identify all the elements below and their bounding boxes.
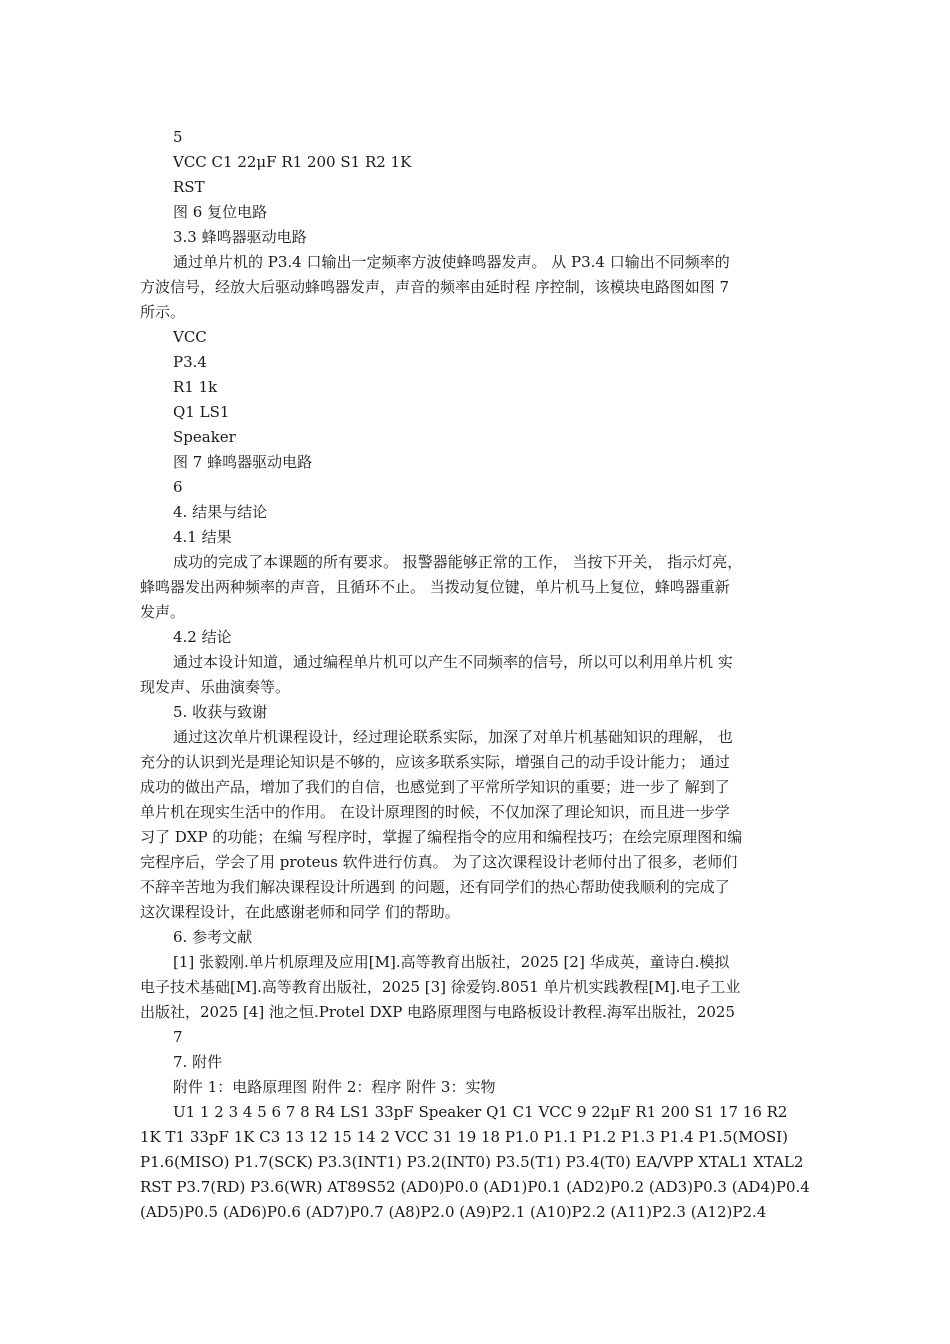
text-line: 成功的做出产品，增加了我们的自信，也感觉到了平常所学知识的重要；进一步了 解到了 (140, 778, 730, 796)
text-line: 1K T1 33pF 1K C3 13 12 15 14 2 VCC 31 19 18 P1.0 P1.1 P1.2 P1.3 P1.4 P1.5(MOSI) (140, 1128, 788, 1146)
text-line: 不辞辛苦地为我们解决课程设计所遇到 的问题，还有同学们的热心帮助使我顺利的完成了 (140, 878, 730, 896)
text-line: 现发声、乐曲演奏等。 (140, 678, 291, 696)
text-line: 出版社，2025 [4] 池之恒.Protel DXP 电路原理图与电路板设计教程.海军出版社，2025 (140, 1003, 736, 1021)
text-line: 通过这次单片机课程设计，经过理论联系实际，加深了对单片机基础知识的理解， 也 (173, 728, 733, 746)
text-line: 这次课程设计，在此感谢老师和同学 们的帮助。 (140, 903, 460, 921)
text-line: (AD5)P0.5 (AD6)P0.6 (AD7)P0.7 (A8)P2.0 (A9)P2.1 (A10)P2.2 (A11)P2.3 (A12)P2.4 (140, 1203, 767, 1221)
text-line: 图 7 蜂鸣器驱动电路 (173, 453, 313, 471)
text-line: 方波信号，经放大后驱动蜂鸣器发声，声音的频率由延时程 序控制，该模块电路图如图 7 (140, 278, 730, 296)
text-line: R1 1k (173, 378, 218, 396)
text-line: 4. 结果与结论 (173, 503, 268, 521)
text-line: 成功的完成了本课题的所有要求。 报警器能够正常的工作， 当按下开关， 指示灯亮， (173, 553, 743, 571)
text-line: 3.3 蜂鸣器驱动电路 (173, 228, 307, 246)
text-line: P1.6(MISO) P1.7(SCK) P3.3(INT1) P3.2(INT0) P3.5(T1) P3.4(T0) EA/VPP XTAL1 XTAL2 (140, 1153, 804, 1171)
text-line: 通过单片机的 P3.4 口输出一定频率方波使蜂鸣器发声。 从 P3.4 口输出不同频率的 (173, 253, 730, 271)
text-line: P3.4 (173, 353, 207, 371)
text-line: RST (173, 178, 205, 196)
text-line: 通过本设计知道，通过编程单片机可以产生不同频率的信号，所以可以利用单片机 实 (173, 653, 733, 671)
text-line: [1] 张毅刚.单片机原理及应用[M].高等教育出版社，2025 [2] 华成英，童诗白.模拟 (173, 953, 730, 971)
text-line: 4.2 结论 (173, 628, 232, 646)
text-line: 充分的认识到光是理论知识是不够的，应该多联系实际，增强自己的动手设计能力； 通过 (140, 753, 730, 771)
text-line: 附件 1：电路原理图 附件 2：程序 附件 3：实物 (173, 1078, 496, 1096)
text-line: 电子技术基础[M].高等教育出版社，2025 [3] 徐爱钧.8051 单片机实践教程[M].电子工业 (140, 978, 741, 996)
text-line: 所示。 (140, 303, 186, 321)
text-line: 完程序后，学会了用 proteus 软件进行仿真。 为了这次课程设计老师付出了很多，老师们 (140, 853, 738, 871)
text-line: 5. 收获与致谢 (173, 703, 268, 721)
text-line: RST P3.7(RD) P3.6(WR) AT89S52 (AD0)P0.0 (AD1)P0.1 (AD2)P0.2 (AD3)P0.3 (AD4)P0.4 (140, 1178, 810, 1196)
text-line: VCC (173, 328, 207, 346)
text-line: 6 (173, 478, 183, 496)
text-line: 习了 DXP 的功能；在编 写程序时，掌握了编程指令的应用和编程技巧；在绘完原理图和编 (140, 828, 743, 846)
text-line: 7 (173, 1028, 183, 1046)
text-line: 5 (173, 128, 183, 146)
text-line: 7. 附件 (173, 1053, 223, 1071)
text-line: 蜂鸣器发出两种频率的声音，且循环不止。 当拨动复位键，单片机马上复位，蜂鸣器重新 (140, 578, 730, 596)
text-line: 发声。 (140, 603, 186, 621)
text-line: 单片机在现实生活中的作用。 在设计原理图的时候，不仅加深了理论知识，而且进一步学 (140, 803, 730, 821)
text-line: Q1 LS1 (173, 403, 230, 421)
text-line: VCC C1 22μF R1 200 S1 R2 1K (173, 153, 412, 171)
text-line: 6. 参考文献 (173, 928, 253, 946)
text-line: 4.1 结果 (173, 528, 232, 546)
text-line: Speaker (173, 428, 236, 446)
text-line: U1 1 2 3 4 5 6 7 8 R4 LS1 33pF Speaker Q1 C1 VCC 9 22μF R1 200 S1 17 16 R2 (173, 1103, 788, 1121)
text-line: 图 6 复位电路 (173, 203, 268, 221)
